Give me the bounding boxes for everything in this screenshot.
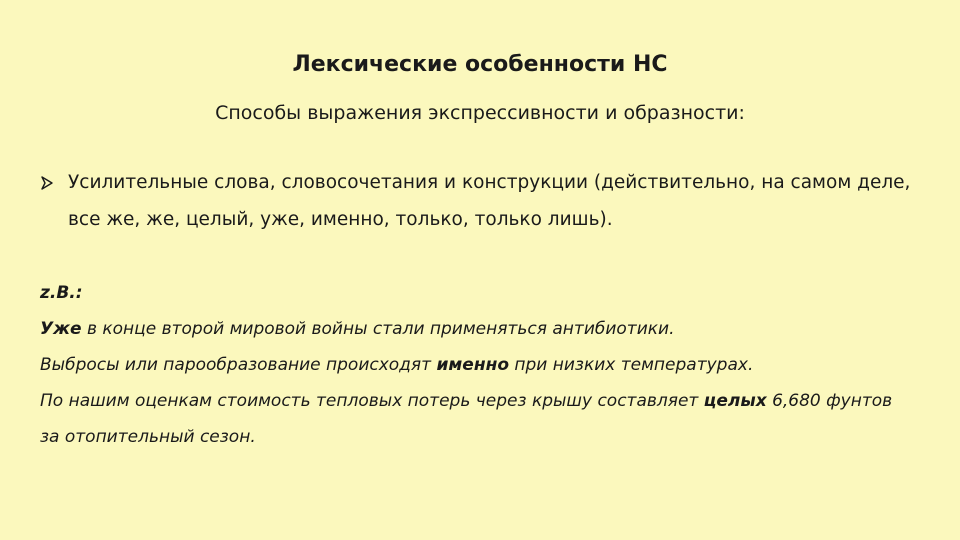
example-2-before: Выбросы или парообразование происходят: [40, 355, 437, 375]
example-line-3: [40, 383, 940, 419]
example-1-text: в конце второй мировой войны стали применяться антибиотики.: [81, 319, 675, 339]
example-1-bold: Уже: [40, 319, 82, 339]
arrow-bullet-icon: [40, 164, 60, 201]
slide-title: Лексические особенности НС: [292, 52, 668, 77]
bullet-text: Усилительные слова, словосочетания и конструкции (действительно, на самом деле, все же, же, целый, уже, именно, только, только лишь).: [68, 172, 911, 230]
bullet-item: [40, 164, 920, 238]
example-line-4: за отопительный сезон.: [40, 427, 256, 447]
examples-block: [40, 275, 940, 455]
example-line-2: [40, 347, 940, 383]
example-3-before: По нашим оценкам стоимость тепловых потерь через крышу составляет: [40, 391, 704, 411]
example-label: z.B.:: [40, 283, 83, 303]
example-3-bold: целых: [703, 391, 767, 411]
example-line-1: [40, 311, 940, 347]
slide-subtitle: Способы выражения экспрессивности и образности:: [215, 102, 745, 124]
example-2-after: при низких температурах.: [509, 355, 754, 375]
example-2-bold: именно: [436, 355, 509, 375]
example-3-after: 6,680 фунтов: [766, 391, 893, 411]
